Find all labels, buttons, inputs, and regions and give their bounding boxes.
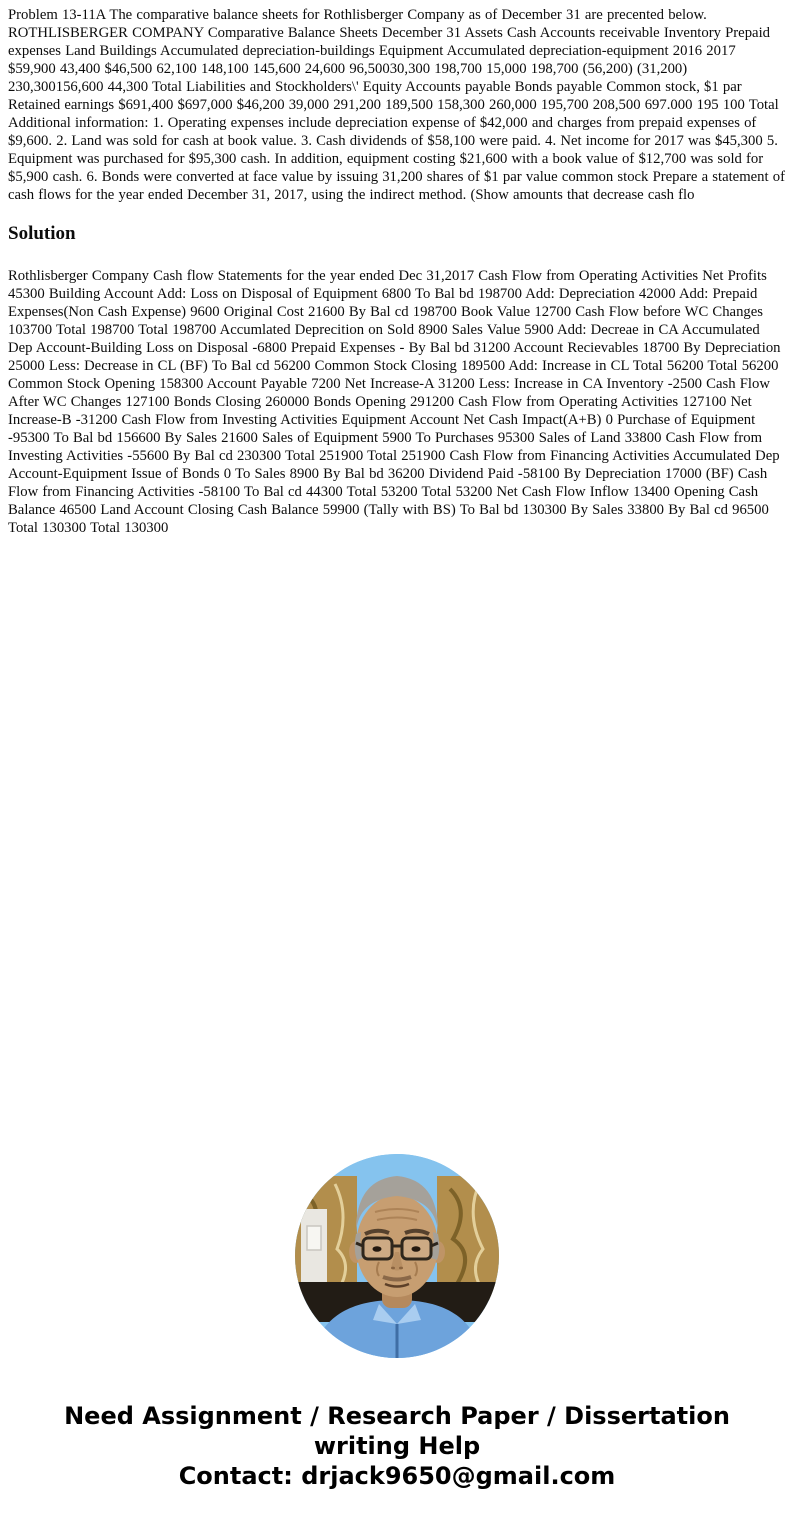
portrait-illustration [295, 1154, 499, 1358]
problem-statement: Problem 13-11A The comparative balance sheets for Rothlisberger Company as of December 31 are precented below. ROTHLISBERGER COMPANY Comparative Balance Sheets December 31 Assets Cash Accounts receivable Inventory Prepaid expenses Land Buildings Accumulated depreciation-buildings Equipment Accumulated depreciation-equipment 2016 2017 $59,900 43,400 $46,500 62,100 148,100 145,600 24,600 96,50030,300 198,700 15,000 198,700 (56,200) (31,200) 230,300156,600 44,300 Total Liabilities and Stockholders\' Equity Accounts payable Bonds payable Common stock, $1 par Retained earnings $691,400 $697,000 $46,200 39,000 291,200 189,500 158,300 260,000 195,700 208,500 697.000 195 100 Total Additional information: 1. Operating expenses include depreciation expense of $42,000 and charges from prepaid expenses of $9,600. 2. Land was sold for cash at book value. 3. Cash dividends of $58,100 were paid. 4. Net income for 2017 was $45,300 5. Equipment was purchased for $95,300 cash. In addition, equipment costing $21,600 with a book value of $12,700 was sold for $5,900 cash. 6. Bonds were converted at face value by issuing 31,200 shares of $1 par value common stock Prepare a statement of cash flows for the year ended December 31, 2017, using the indirect method. (Show amounts that decrease cash flo [8, 7, 785, 203]
text-column [0, 0, 794, 537]
tutor-portrait-photo [295, 1154, 499, 1358]
footer-banner [0, 1401, 794, 1491]
footer-contact-email: Contact: drjack9650@gmail.com [178, 1462, 616, 1490]
footer-help-text: Need Assignment / Research Paper / Dissertation writing Help [64, 1402, 730, 1460]
solution-text: Rothlisberger Company Cash flow Statements for the year ended Dec 31,2017 Cash Flow from Operating Activities Net Profits 45300 Building Account Add: Loss on Disposal of Equipment 6800 To Bal bd 198700 Add: Depreciation 42000 Add: Prepaid Expenses(Non Cash Expense) 9600 Original Cost 21600 By Bal cd 198700 Book Value 12700 Cash Flow before WC Changes 103700 Total 198700 Total 198700 Accumlated Deprecition on Sold 8900 Sales Value 5900 Add: Decreae in CA Accumulated Dep Account-Building Loss on Disposal -6800 Prepaid Expenses - By Bal bd 31200 Account Recievables 18700 By Depreciation 25000 Less: Decrease in CL (BF) To Bal cd 56200 Common Stock Closing 189500 Add: Increase in CL Total 56200 Total 56200 Common Stock Opening 158300 Account Payable 7200 Net Increase-A 31200 Less: Increase in CA Inventory -2500 Cash Flow After WC Changes 127100 Bonds Closing 260000 Bonds Opening 291200 Cash Flow from Operating Activities 127100 Net Increase-B -31200 Cash Flow from Investing Activities Equipment Account Net Cash Impact(A+B) 0 Purchase of Equipment -95300 To Bal bd 156600 By Sales 21600 Sales of Equipment 5900 To Purchases 95300 Sales of Land 33800 Cash Flow from Investing Activities -55600 By Bal cd 230300 Total 251900 Total 251900 Cash Flow from Financing Activities Accumulated Dep Account-Equipment Issue of Bonds 0 To Sales 8900 By Bal bd 36200 Dividend Paid -58100 By Depreciation 17000 (BF) Cash Flow from Financing Activities -58100 To Bal cd 44300 Total 53200 Total 53200 Net Cash Flow Inflow 13400 Opening Cash Balance 46500 Land Account Closing Cash Balance 59900 (Tally with BS) To Bal bd 130300 By Sales 33800 By Bal cd 96500 Total 130300 Total 130300 [8, 268, 781, 536]
solution-heading: Solution [8, 223, 76, 244]
